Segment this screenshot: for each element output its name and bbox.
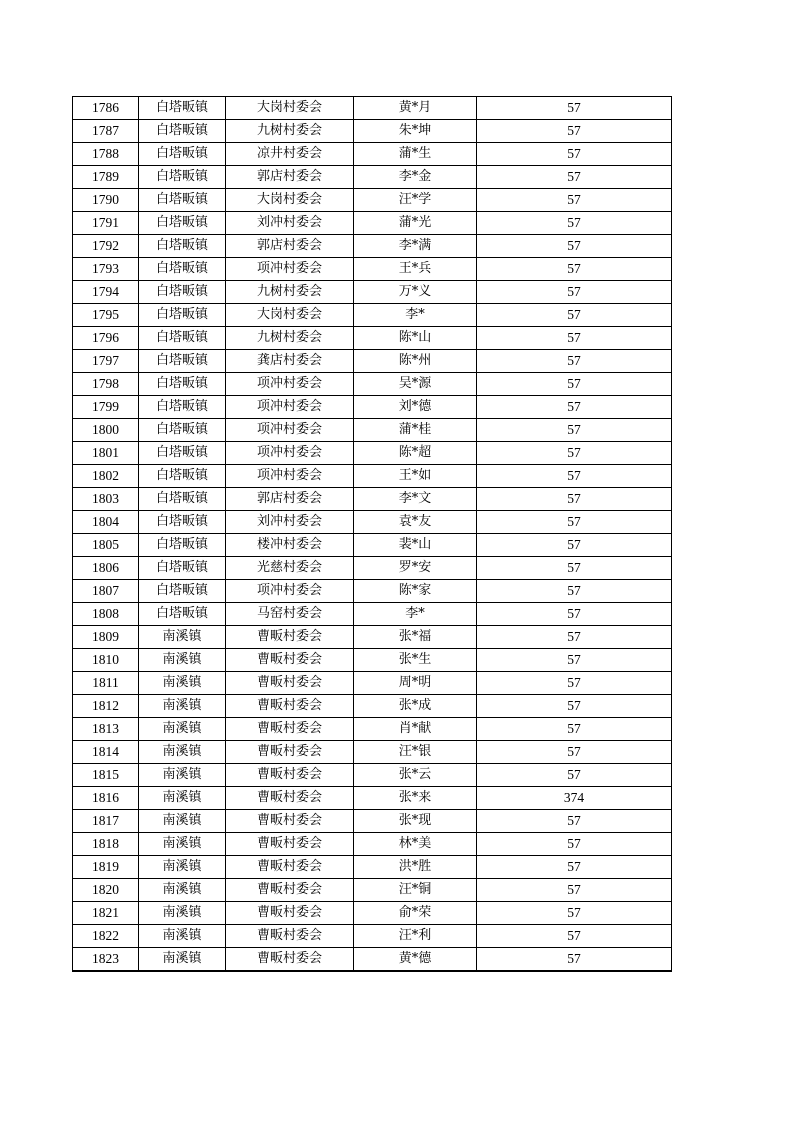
town-cell: 白塔畈镇: [139, 235, 226, 258]
name-cell: 李*金: [354, 166, 477, 189]
name-cell: 刘*德: [354, 396, 477, 419]
name-cell: 陈*家: [354, 580, 477, 603]
name-cell: 吴*源: [354, 373, 477, 396]
serial-number-cell: 1821: [73, 902, 139, 925]
town-cell: 南溪镇: [139, 856, 226, 879]
document-page: [72, 96, 672, 972]
table-row: [73, 764, 672, 787]
name-cell: 李*: [354, 304, 477, 327]
amount-cell: 57: [477, 833, 672, 856]
name-cell: 张*云: [354, 764, 477, 787]
village-committee-cell: 曹畈村委会: [226, 879, 354, 902]
town-cell: 白塔畈镇: [139, 465, 226, 488]
serial-number-cell: 1793: [73, 258, 139, 281]
village-committee-cell: 项冲村委会: [226, 258, 354, 281]
amount-cell: 57: [477, 166, 672, 189]
serial-number-cell: 1822: [73, 925, 139, 948]
table-row: [73, 718, 672, 741]
town-cell: 白塔畈镇: [139, 511, 226, 534]
village-committee-cell: 郭店村委会: [226, 235, 354, 258]
amount-cell: 374: [477, 787, 672, 810]
serial-number-cell: 1805: [73, 534, 139, 557]
village-committee-cell: 大岗村委会: [226, 304, 354, 327]
amount-cell: 57: [477, 856, 672, 879]
village-committee-cell: 曹畈村委会: [226, 925, 354, 948]
amount-cell: 57: [477, 396, 672, 419]
town-cell: 白塔畈镇: [139, 120, 226, 143]
serial-number-cell: 1817: [73, 810, 139, 833]
name-cell: 李*文: [354, 488, 477, 511]
amount-cell: 57: [477, 902, 672, 925]
name-cell: 王*兵: [354, 258, 477, 281]
table-row: [73, 534, 672, 557]
name-cell: 陈*超: [354, 442, 477, 465]
name-cell: 黄*德: [354, 948, 477, 972]
village-committee-cell: 曹畈村委会: [226, 810, 354, 833]
table-row: [73, 557, 672, 580]
village-committee-cell: 项冲村委会: [226, 580, 354, 603]
name-cell: 陈*山: [354, 327, 477, 350]
village-committee-cell: 项冲村委会: [226, 396, 354, 419]
table-row: [73, 810, 672, 833]
amount-cell: 57: [477, 672, 672, 695]
name-cell: 朱*坤: [354, 120, 477, 143]
table-row: [73, 373, 672, 396]
table-row: [73, 120, 672, 143]
town-cell: 白塔畈镇: [139, 396, 226, 419]
village-committee-cell: 郭店村委会: [226, 488, 354, 511]
serial-number-cell: 1797: [73, 350, 139, 373]
name-cell: 汪*银: [354, 741, 477, 764]
serial-number-cell: 1798: [73, 373, 139, 396]
village-committee-cell: 曹畈村委会: [226, 695, 354, 718]
table-row: [73, 166, 672, 189]
town-cell: 南溪镇: [139, 787, 226, 810]
serial-number-cell: 1806: [73, 557, 139, 580]
serial-number-cell: 1802: [73, 465, 139, 488]
data-table: [72, 96, 672, 972]
name-cell: 张*成: [354, 695, 477, 718]
amount-cell: 57: [477, 465, 672, 488]
town-cell: 白塔畈镇: [139, 488, 226, 511]
amount-cell: 57: [477, 626, 672, 649]
name-cell: 洪*胜: [354, 856, 477, 879]
name-cell: 黄*月: [354, 97, 477, 120]
table-row: [73, 442, 672, 465]
town-cell: 南溪镇: [139, 672, 226, 695]
amount-cell: 57: [477, 488, 672, 511]
table-row: [73, 327, 672, 350]
amount-cell: 57: [477, 764, 672, 787]
town-cell: 南溪镇: [139, 764, 226, 787]
town-cell: 白塔畈镇: [139, 166, 226, 189]
serial-number-cell: 1809: [73, 626, 139, 649]
town-cell: 白塔畈镇: [139, 419, 226, 442]
amount-cell: 57: [477, 580, 672, 603]
serial-number-cell: 1790: [73, 189, 139, 212]
amount-cell: 57: [477, 649, 672, 672]
serial-number-cell: 1807: [73, 580, 139, 603]
table-row: [73, 419, 672, 442]
name-cell: 张*现: [354, 810, 477, 833]
name-cell: 汪*学: [354, 189, 477, 212]
table-row: [73, 511, 672, 534]
village-committee-cell: 曹畈村委会: [226, 787, 354, 810]
amount-cell: 57: [477, 97, 672, 120]
table-row: [73, 741, 672, 764]
serial-number-cell: 1823: [73, 948, 139, 972]
amount-cell: 57: [477, 120, 672, 143]
village-committee-cell: 曹畈村委会: [226, 833, 354, 856]
name-cell: 袁*友: [354, 511, 477, 534]
village-committee-cell: 曹畈村委会: [226, 948, 354, 972]
amount-cell: 57: [477, 442, 672, 465]
name-cell: 陈*州: [354, 350, 477, 373]
village-committee-cell: 九树村委会: [226, 281, 354, 304]
table-row: [73, 350, 672, 373]
serial-number-cell: 1812: [73, 695, 139, 718]
amount-cell: 57: [477, 304, 672, 327]
table-row: [73, 649, 672, 672]
town-cell: 白塔畈镇: [139, 580, 226, 603]
town-cell: 南溪镇: [139, 948, 226, 972]
town-cell: 白塔畈镇: [139, 603, 226, 626]
table-row: [73, 856, 672, 879]
town-cell: 白塔畈镇: [139, 281, 226, 304]
amount-cell: 57: [477, 143, 672, 166]
serial-number-cell: 1788: [73, 143, 139, 166]
table-body: [73, 97, 672, 972]
village-committee-cell: 曹畈村委会: [226, 902, 354, 925]
serial-number-cell: 1819: [73, 856, 139, 879]
name-cell: 罗*安: [354, 557, 477, 580]
town-cell: 南溪镇: [139, 925, 226, 948]
village-committee-cell: 曹畈村委会: [226, 764, 354, 787]
serial-number-cell: 1803: [73, 488, 139, 511]
name-cell: 汪*利: [354, 925, 477, 948]
village-committee-cell: 曹畈村委会: [226, 856, 354, 879]
village-committee-cell: 刘冲村委会: [226, 511, 354, 534]
village-committee-cell: 凉井村委会: [226, 143, 354, 166]
town-cell: 白塔畈镇: [139, 557, 226, 580]
name-cell: 张*生: [354, 649, 477, 672]
town-cell: 白塔畈镇: [139, 143, 226, 166]
serial-number-cell: 1786: [73, 97, 139, 120]
village-committee-cell: 曹畈村委会: [226, 672, 354, 695]
serial-number-cell: 1800: [73, 419, 139, 442]
town-cell: 白塔畈镇: [139, 442, 226, 465]
table-row: [73, 879, 672, 902]
town-cell: 白塔畈镇: [139, 189, 226, 212]
village-committee-cell: 九树村委会: [226, 120, 354, 143]
town-cell: 白塔畈镇: [139, 373, 226, 396]
amount-cell: 57: [477, 212, 672, 235]
town-cell: 白塔畈镇: [139, 97, 226, 120]
town-cell: 白塔畈镇: [139, 258, 226, 281]
town-cell: 南溪镇: [139, 879, 226, 902]
table-row: [73, 488, 672, 511]
serial-number-cell: 1796: [73, 327, 139, 350]
serial-number-cell: 1815: [73, 764, 139, 787]
table-row: [73, 189, 672, 212]
amount-cell: 57: [477, 718, 672, 741]
amount-cell: 57: [477, 281, 672, 304]
table-row: [73, 948, 672, 972]
village-committee-cell: 曹畈村委会: [226, 626, 354, 649]
name-cell: 俞*荣: [354, 902, 477, 925]
serial-number-cell: 1811: [73, 672, 139, 695]
amount-cell: 57: [477, 948, 672, 972]
village-committee-cell: 马窑村委会: [226, 603, 354, 626]
name-cell: 蒲*生: [354, 143, 477, 166]
town-cell: 白塔畈镇: [139, 304, 226, 327]
name-cell: 蒲*光: [354, 212, 477, 235]
amount-cell: 57: [477, 557, 672, 580]
name-cell: 李*: [354, 603, 477, 626]
amount-cell: 57: [477, 925, 672, 948]
town-cell: 南溪镇: [139, 902, 226, 925]
village-committee-cell: 龚店村委会: [226, 350, 354, 373]
serial-number-cell: 1813: [73, 718, 139, 741]
serial-number-cell: 1808: [73, 603, 139, 626]
village-committee-cell: 光慈村委会: [226, 557, 354, 580]
table-row: [73, 787, 672, 810]
table-row: [73, 672, 672, 695]
serial-number-cell: 1789: [73, 166, 139, 189]
serial-number-cell: 1814: [73, 741, 139, 764]
amount-cell: 57: [477, 373, 672, 396]
town-cell: 白塔畈镇: [139, 534, 226, 557]
amount-cell: 57: [477, 879, 672, 902]
village-committee-cell: 九树村委会: [226, 327, 354, 350]
serial-number-cell: 1816: [73, 787, 139, 810]
serial-number-cell: 1810: [73, 649, 139, 672]
amount-cell: 57: [477, 741, 672, 764]
name-cell: 林*美: [354, 833, 477, 856]
village-committee-cell: 曹畈村委会: [226, 649, 354, 672]
name-cell: 张*福: [354, 626, 477, 649]
amount-cell: 57: [477, 189, 672, 212]
village-committee-cell: 刘冲村委会: [226, 212, 354, 235]
table-row: [73, 143, 672, 166]
table-row: [73, 212, 672, 235]
serial-number-cell: 1795: [73, 304, 139, 327]
name-cell: 王*如: [354, 465, 477, 488]
amount-cell: 57: [477, 511, 672, 534]
table-row: [73, 304, 672, 327]
table-row: [73, 396, 672, 419]
serial-number-cell: 1787: [73, 120, 139, 143]
name-cell: 万*义: [354, 281, 477, 304]
village-committee-cell: 项冲村委会: [226, 442, 354, 465]
amount-cell: 57: [477, 258, 672, 281]
table-row: [73, 281, 672, 304]
serial-number-cell: 1804: [73, 511, 139, 534]
table-row: [73, 626, 672, 649]
serial-number-cell: 1820: [73, 879, 139, 902]
town-cell: 南溪镇: [139, 833, 226, 856]
table-row: [73, 465, 672, 488]
table-row: [73, 258, 672, 281]
town-cell: 南溪镇: [139, 649, 226, 672]
town-cell: 南溪镇: [139, 741, 226, 764]
name-cell: 李*满: [354, 235, 477, 258]
amount-cell: 57: [477, 603, 672, 626]
town-cell: 南溪镇: [139, 810, 226, 833]
name-cell: 蒲*桂: [354, 419, 477, 442]
table-row: [73, 925, 672, 948]
serial-number-cell: 1818: [73, 833, 139, 856]
amount-cell: 57: [477, 327, 672, 350]
village-committee-cell: 郭店村委会: [226, 166, 354, 189]
town-cell: 南溪镇: [139, 695, 226, 718]
table-row: [73, 580, 672, 603]
table-row: [73, 235, 672, 258]
town-cell: 南溪镇: [139, 718, 226, 741]
village-committee-cell: 曹畈村委会: [226, 718, 354, 741]
table-row: [73, 603, 672, 626]
table-row: [73, 695, 672, 718]
name-cell: 汪*铜: [354, 879, 477, 902]
serial-number-cell: 1791: [73, 212, 139, 235]
table-row: [73, 902, 672, 925]
amount-cell: 57: [477, 419, 672, 442]
name-cell: 肖*献: [354, 718, 477, 741]
serial-number-cell: 1792: [73, 235, 139, 258]
name-cell: 张*来: [354, 787, 477, 810]
serial-number-cell: 1801: [73, 442, 139, 465]
town-cell: 白塔畈镇: [139, 350, 226, 373]
village-committee-cell: 项冲村委会: [226, 465, 354, 488]
amount-cell: 57: [477, 810, 672, 833]
name-cell: 周*明: [354, 672, 477, 695]
village-committee-cell: 项冲村委会: [226, 419, 354, 442]
village-committee-cell: 楼冲村委会: [226, 534, 354, 557]
village-committee-cell: 曹畈村委会: [226, 741, 354, 764]
serial-number-cell: 1799: [73, 396, 139, 419]
table-row: [73, 833, 672, 856]
amount-cell: 57: [477, 695, 672, 718]
name-cell: 裴*山: [354, 534, 477, 557]
town-cell: 白塔畈镇: [139, 212, 226, 235]
village-committee-cell: 大岗村委会: [226, 97, 354, 120]
town-cell: 南溪镇: [139, 626, 226, 649]
town-cell: 白塔畈镇: [139, 327, 226, 350]
table-row: [73, 97, 672, 120]
village-committee-cell: 大岗村委会: [226, 189, 354, 212]
amount-cell: 57: [477, 350, 672, 373]
amount-cell: 57: [477, 534, 672, 557]
village-committee-cell: 项冲村委会: [226, 373, 354, 396]
amount-cell: 57: [477, 235, 672, 258]
serial-number-cell: 1794: [73, 281, 139, 304]
